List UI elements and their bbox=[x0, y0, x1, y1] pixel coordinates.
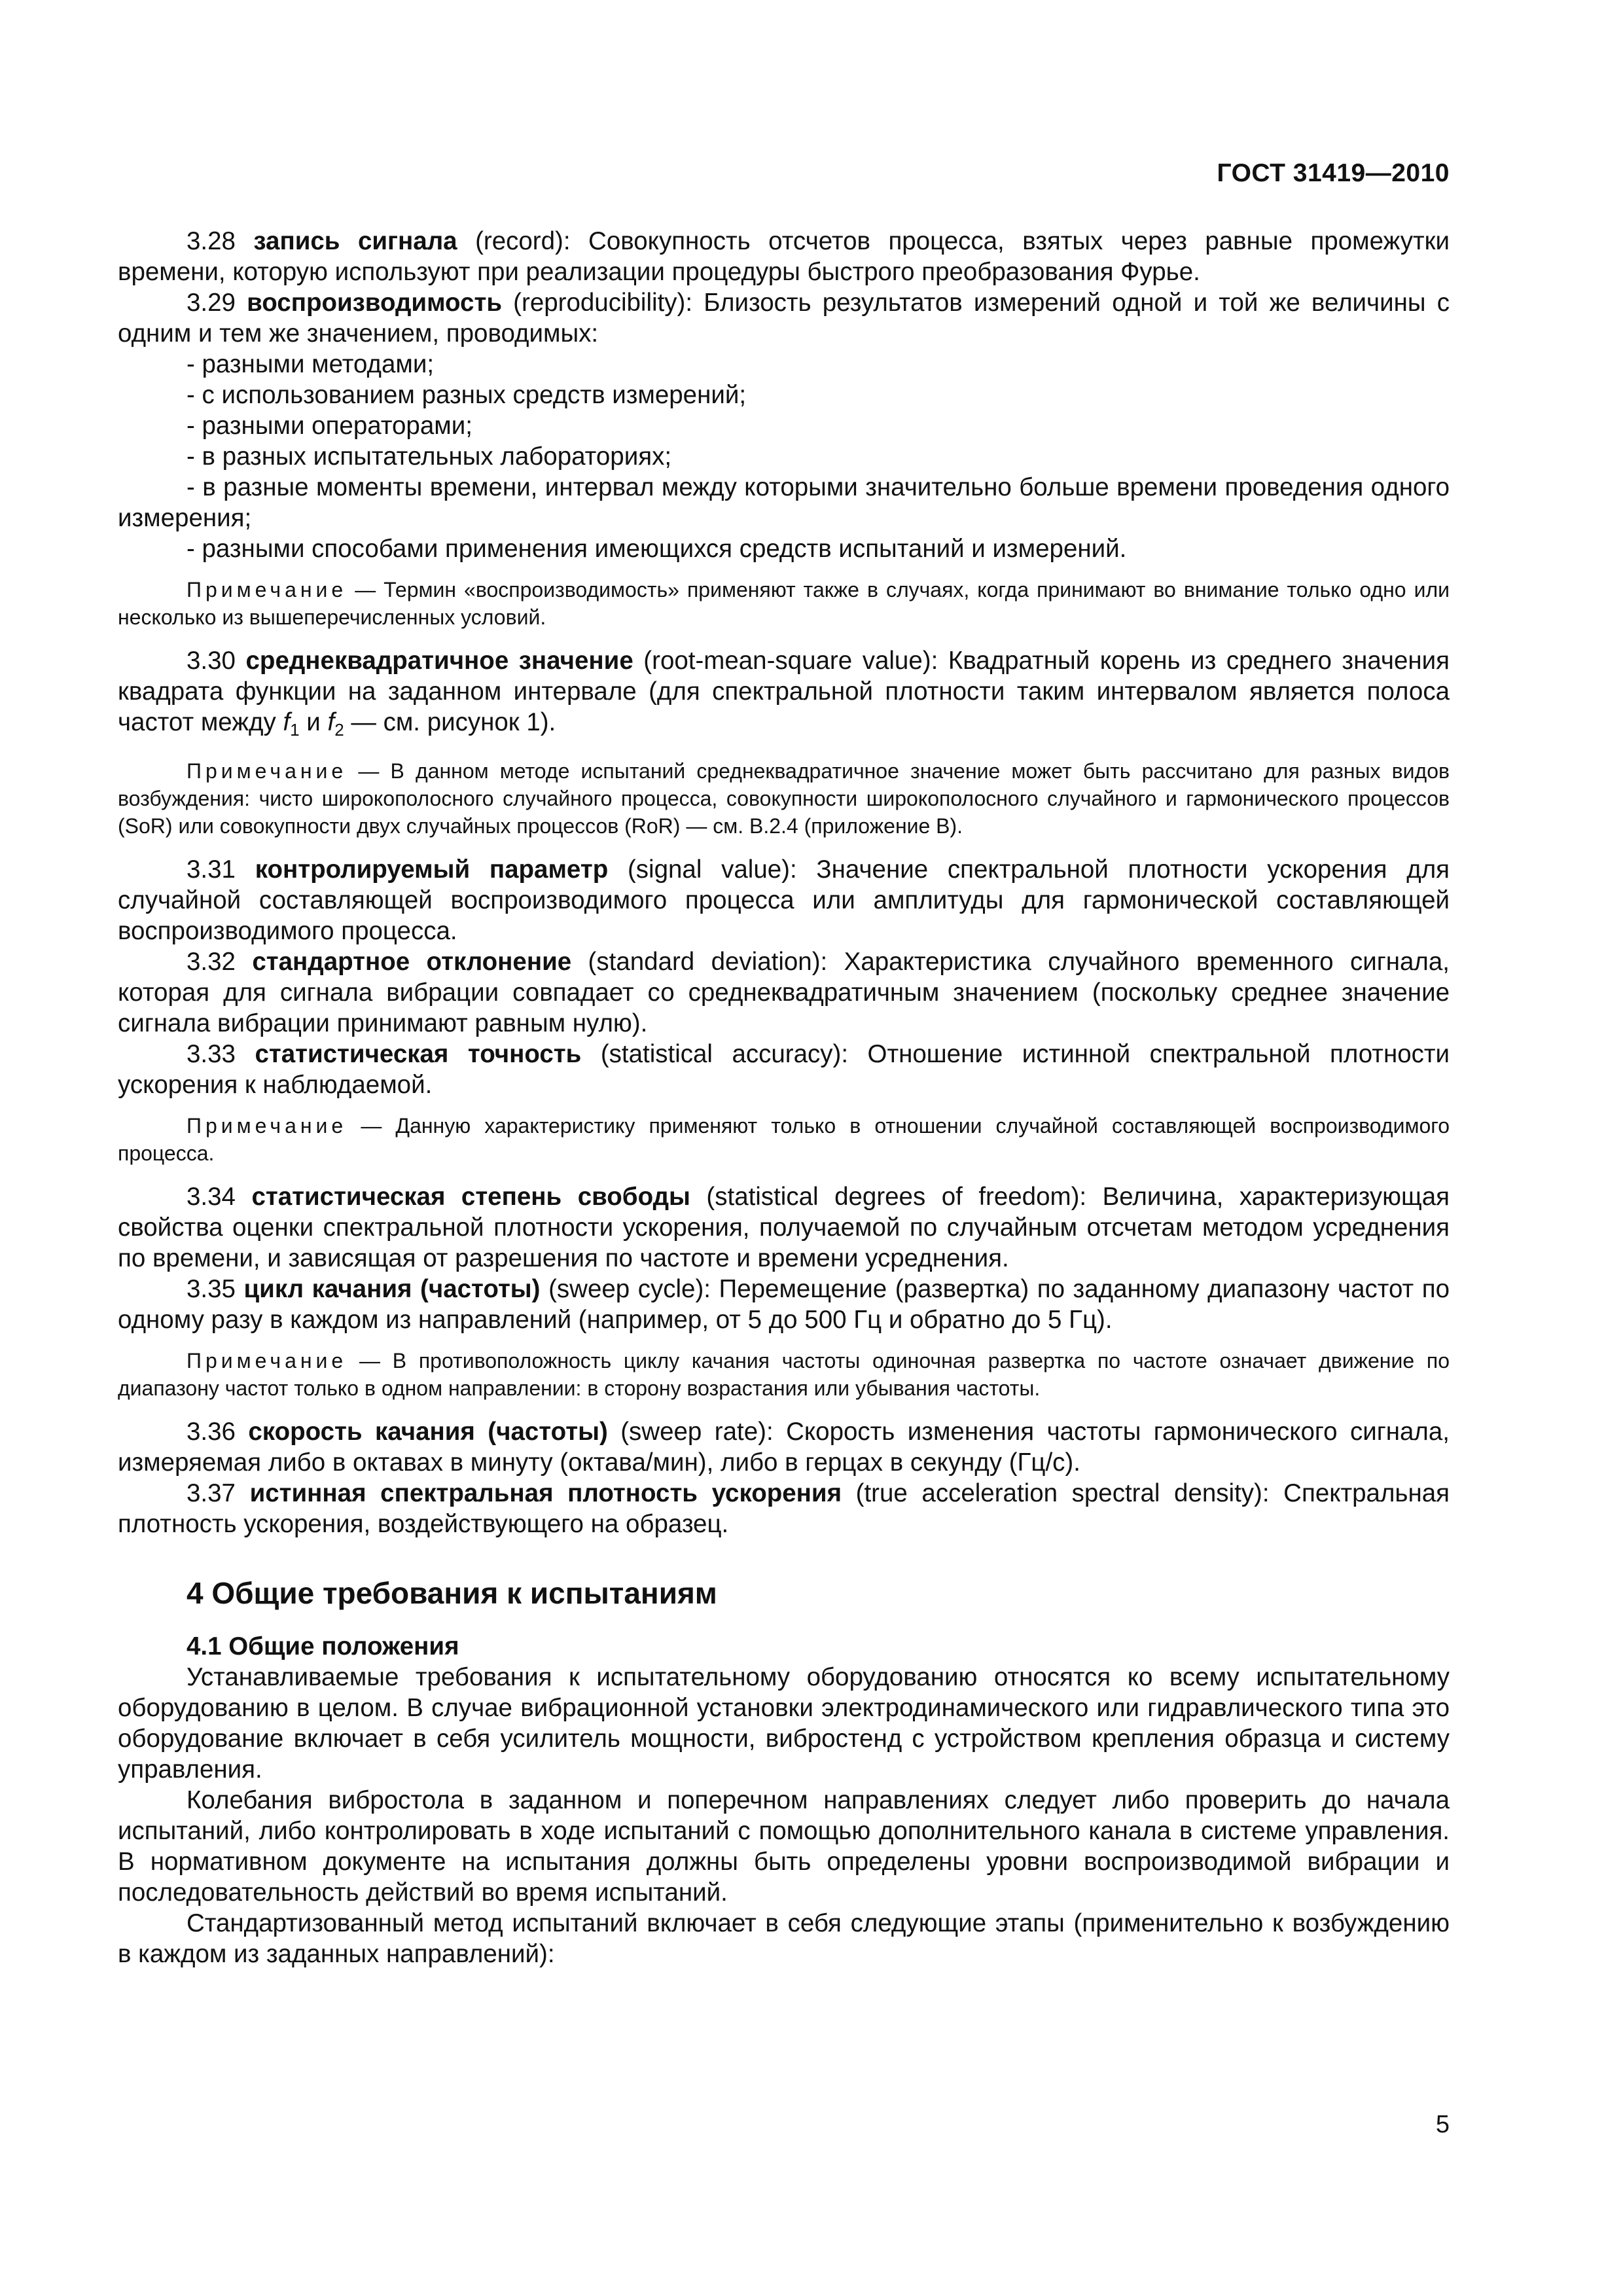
note-label: Примечание bbox=[187, 1114, 348, 1138]
term-3-28 bbox=[118, 226, 1450, 287]
term-definition: : Перемещение (развертка) по заданному диапазону частот по одному разу в каждом из направлений (например, от 5 до 500 Гц и обратно до 5 Гц). bbox=[118, 1275, 1450, 1334]
term-number: 3.28 bbox=[187, 227, 236, 255]
term-name: статистическая степень свободы bbox=[251, 1183, 690, 1211]
term-english: (sweep rate) bbox=[607, 1418, 766, 1446]
term-english: (reproducibility) bbox=[502, 289, 686, 317]
page-number: 5 bbox=[1435, 2111, 1450, 2138]
term-3-36 bbox=[118, 1416, 1450, 1478]
note-text: — В данном методе испытаний среднеквадратичное значение может быть рассчитано для разных видов возбуждения: чисто широкополосного случайного процесса, совокупности широкополосного случайного и гармонического процессов (SoR) или совокупности двух случайных процессов (RoR) — см. В.2.4 (приложение В). bbox=[118, 759, 1450, 838]
note-label: Примечание bbox=[187, 578, 348, 601]
term-3-34 bbox=[118, 1181, 1450, 1274]
term-english: (statistical accuracy) bbox=[581, 1040, 842, 1068]
term-number: 3.30 bbox=[187, 647, 236, 675]
term-3-33 bbox=[118, 1039, 1450, 1100]
term-name: воспроизводимость bbox=[247, 289, 502, 317]
term-english: (statistical degrees of freedom) bbox=[690, 1183, 1080, 1211]
term-definition: : Близость результатов измерений одной и той же величины с одним и тем же значением, проводимых: bbox=[118, 289, 1450, 348]
body-paragraph: Колебания вибростола в заданном и поперечном направлениях следует либо проверить до начала испытаний, либо контролировать в ходе испытаний с помощью дополнительного канала в системе управления. В нормативном документе на испытания должны быть определены уровни воспроизводимой вибрации и последовательность действий во время испытаний. bbox=[118, 1786, 1450, 1907]
term-definition: : Характеристика случайного временного сигнала, которая для сигнала вибрации совпадает со среднеквадратичным значением (поскольку среднее значение сигнала вибрации принимают равным нулю). bbox=[118, 948, 1450, 1037]
term-name: скорость качания (частоты) bbox=[248, 1418, 608, 1446]
note bbox=[118, 1112, 1450, 1167]
note-text: — Термин «воспроизводимость» применяют также в случаях, когда принимают во внимание только одно или несколько из вышеперечисленных условий. bbox=[118, 578, 1450, 629]
term-name: среднеквадратичное значение bbox=[245, 647, 633, 675]
term-name: истинная спектральная плотность ускорения bbox=[249, 1479, 842, 1507]
note-label: Примечание bbox=[187, 759, 348, 783]
term-definition-end: — см. рисунок 1). bbox=[344, 708, 556, 736]
list-item: - разными методами; bbox=[187, 350, 435, 378]
term-3-32 bbox=[118, 946, 1450, 1039]
frequency-symbol: f bbox=[327, 708, 335, 736]
term-3-30 bbox=[118, 645, 1450, 745]
term-name: контролируемый параметр bbox=[255, 855, 609, 884]
note-text: — В противоположность циклу качания частоты одиночная развертка по частоте означает движение по диапазону частот только в одном направлении: в сторону возрастания или убывания частоты. bbox=[118, 1349, 1450, 1400]
note bbox=[118, 1347, 1450, 1402]
document-body bbox=[118, 226, 1450, 1969]
term-number: 3.32 bbox=[187, 948, 236, 976]
term-english: (standard deviation) bbox=[571, 948, 821, 976]
term-definition: : Квадратный корень из среднего значения квадрата функции на заданном интервале (для спектральной плотности таким интервалом является полоса частот между bbox=[118, 647, 1450, 736]
list-item: - в разных испытательных лабораториях; bbox=[187, 442, 672, 471]
term-number: 3.31 bbox=[187, 855, 236, 884]
list-item: - с использованием разных средств измерений; bbox=[187, 381, 747, 409]
term-3-35 bbox=[118, 1274, 1450, 1335]
note bbox=[118, 576, 1450, 631]
document-id: ГОСТ 31419—2010 bbox=[1217, 159, 1450, 187]
body-paragraph: Устанавливаемые требования к испытательному оборудованию относятся ко всему испытательному оборудованию в целом. В случае вибрационной установки электродинамического или гидравлического типа это оборудование включает в себя усилитель мощности, вибростенд с устройством крепления образца и систему управления. bbox=[118, 1663, 1450, 1784]
term-name: запись сигнала bbox=[253, 227, 457, 255]
document-page bbox=[118, 0, 1450, 2296]
term-3-37 bbox=[118, 1478, 1450, 1539]
list-item: - разными операторами; bbox=[187, 412, 473, 440]
term-number: 3.37 bbox=[187, 1479, 236, 1507]
term-3-31 bbox=[118, 854, 1450, 946]
term-definition: : Отношение истинной спектральной плотности ускорения к наблюдаемой. bbox=[118, 1040, 1450, 1099]
body-paragraph: Стандартизованный метод испытаний включает в себя следующие этапы (применительно к возбуждению в каждом из заданных направлений): bbox=[118, 1909, 1450, 1968]
term-english: (signal value) bbox=[608, 855, 790, 884]
term-definition: : Совокупность отсчетов процесса, взятых через равные промежутки времени, которую используют при реализации процедуры быстрого преобразования Фурье. bbox=[118, 227, 1450, 286]
term-number: 3.36 bbox=[187, 1418, 236, 1446]
note bbox=[118, 757, 1450, 840]
term-number: 3.34 bbox=[187, 1183, 236, 1211]
list-item: - в разные моменты времени, интервал между которыми значительно больше времени проведения одного измерения; bbox=[118, 473, 1450, 532]
note-label: Примечание bbox=[187, 1349, 348, 1372]
subscript: 2 bbox=[334, 720, 344, 740]
term-definition: : Величина, характеризующая свойства оценки спектральной плотности ускорения, получаемой по случайным отсчетам методом усреднения по времени, и зависящая от разрешения по частоте и времени усреднения. bbox=[118, 1183, 1450, 1272]
term-english: (sweep cycle) bbox=[540, 1275, 704, 1303]
term-name: статистическая точность bbox=[255, 1040, 582, 1068]
frequency-symbol: f bbox=[283, 708, 291, 736]
subsection-heading: 4.1 Общие положения bbox=[187, 1632, 459, 1660]
term-number: 3.35 bbox=[187, 1275, 236, 1303]
term-definition: : Спектральная плотность ускорения, воздействующего на образец. bbox=[118, 1479, 1450, 1538]
term-english: (record) bbox=[457, 227, 563, 255]
note-text: — Данную характеристику применяют только в отношении случайной составляющей воспроизводимого процесса. bbox=[118, 1114, 1450, 1165]
conjunction: и bbox=[299, 708, 328, 736]
term-english: (true acceleration spectral density) bbox=[842, 1479, 1262, 1507]
term-name: стандартное отклонение bbox=[252, 948, 572, 976]
term-name: цикл качания (частоты) bbox=[243, 1275, 541, 1303]
subscript: 1 bbox=[290, 720, 300, 740]
term-english: (root-mean-square value) bbox=[633, 647, 931, 675]
section-heading: 4 Общие требования к испытаниям bbox=[187, 1576, 717, 1610]
term-definition: : Значение спектральной плотности ускорения для случайной составляющей воспроизводимого процесса или амплитуды для гармонической составляющей воспроизводимого процесса. bbox=[118, 855, 1450, 945]
term-number: 3.29 bbox=[187, 289, 236, 317]
list-item: - разными способами применения имеющихся средств испытаний и измерений. bbox=[187, 535, 1127, 563]
term-number: 3.33 bbox=[187, 1040, 236, 1068]
term-3-29 bbox=[118, 287, 1450, 349]
term-definition: : Скорость изменения частоты гармонического сигнала, измеряемая либо в октавах в минуту (октава/мин), либо в герцах в секунду (Гц/с). bbox=[118, 1418, 1450, 1477]
